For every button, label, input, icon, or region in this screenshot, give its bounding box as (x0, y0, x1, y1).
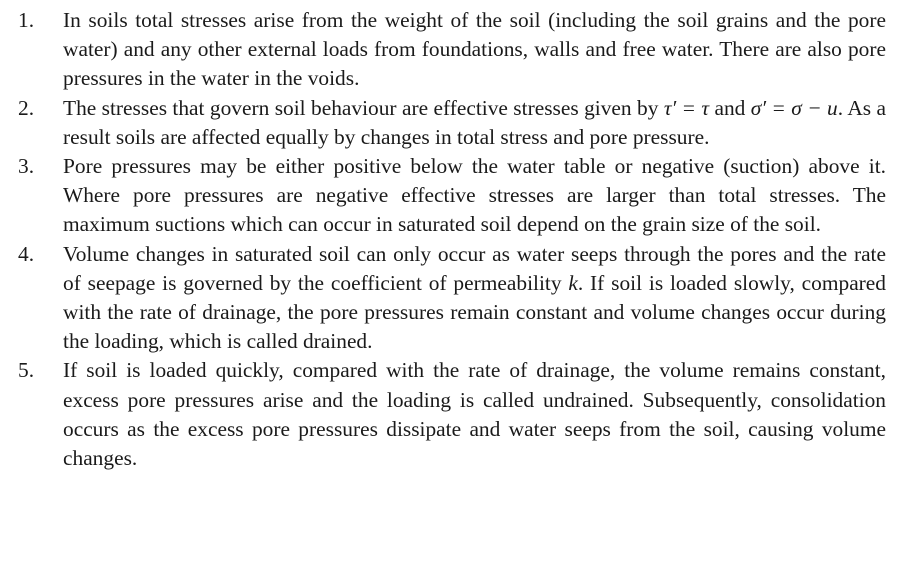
item-text: If soil is loaded quickly, compared with the rate of drainage, the volume remains constant, excess pore pressures arise and the loading is called undrained. Subsequently, consolidation occurs as the excess pore pressures dissipate and water seeps from the soil, causing volume changes. (63, 358, 886, 471)
list-item (18, 240, 886, 357)
list-item (18, 94, 886, 152)
item-number: 5. (18, 358, 35, 383)
item-text (63, 240, 886, 357)
item-text: In soils total stresses arise from the weight of the soil (including the soil grains and the pore water) and any other external loads from foundations, walls and free water. There are also pore pressures in the water in the voids. (63, 8, 886, 91)
item-number: 1. (18, 8, 35, 32)
formula-normal-stress: σ′ = σ − u (750, 95, 838, 120)
list-item (18, 356, 886, 473)
item-text-before: The stresses that govern soil behaviour are effective stresses given by (63, 95, 664, 120)
formula-shear-stress: τ′ = τ (663, 95, 710, 120)
item-text (63, 94, 886, 152)
numbered-list (18, 6, 886, 473)
item-text-after: . As a result soils are affected equally by changes in total stress and pore pressure. (63, 95, 886, 149)
item-text: Pore pressures may be either positive below the water table or negative (suction) above it. Where pore pressures are negative effective stresses are larger than total stresses. The maximum suctions which can occur in saturated soil depend on the grain size of the soil. (63, 154, 886, 237)
list-item (18, 6, 886, 94)
item-text-middle: and (709, 95, 751, 120)
item-text-after: . If soil is loaded slowly, compared with the rate of drainage, the pore pressures remain constant and volume changes occur during the loading, which is called drained. (63, 270, 886, 354)
permeability-symbol: k (568, 270, 578, 295)
item-number: 2. (18, 95, 35, 120)
item-number: 4. (18, 241, 35, 266)
item-number: 3. (18, 154, 35, 179)
item-text-before: Volume changes in saturated soil can only occur as water seeps through the pores and the rate of seepage is governed by the coefficient of permeability (63, 241, 886, 295)
list-item (18, 152, 886, 240)
